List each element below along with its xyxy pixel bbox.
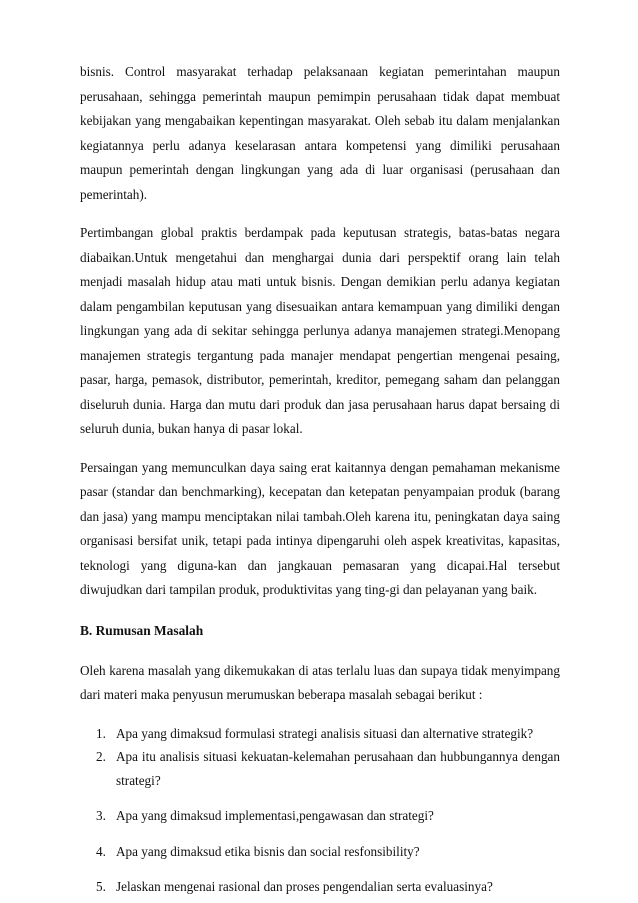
paragraph-spacer	[80, 708, 560, 722]
body-paragraph-2: Pertimbangan global praktis berdampak pada keputusan strategis, batas-batas negara diabaikan.Untuk mengetahui dan menghargai dunia dari perspektif orang lain telah menjadi masalah hidup atau mati untuk bisnis. Dengan demikian perlu adanya kegiatan dalam pengambilan keputusan yang disesuaikan antara kemampuan yang dimiliki dengan lingkungan yang ada di sekitar sehingga perlunya adanya manajemen strategi.Menopang manajemen strategis tergantung pada manajer mendapat pengertian mengenai pesaing, pasar, harga, pemasok, distributor, pemerintah, kreditor, pemegang saham dan pelanggan diseluruh dunia. Harga dan mutu dari produk dan jasa perusahaan harus dapat bersaing di seluruh dunia, bukan hanya di pasar lokal.	[80, 225, 560, 436]
list-number: 2.	[96, 749, 106, 764]
paragraph-spacer	[80, 442, 560, 456]
section-heading: B. Rumusan Masalah	[80, 622, 204, 638]
list-number: 1.	[96, 725, 106, 741]
body-paragraph-1: bisnis. Control masyarakat terhadap pelaksanaan kegiatan pemerintahan maupun perusahaan, sehingga pemerintah maupun pemimpin perusahaan tidak dapat membuat kebijakan yang mengabaikan kepentingan masyarakat. Oleh sebab itu dalam menjalankan kegiatannya perlu adanya keselarasan antara kompetensi yang dimiliki perusahaan maupun pemerintah dengan lingkungan yang ada di luar organisasi (perusahaan dan pemerintah).	[80, 64, 560, 202]
list-item	[80, 875, 560, 899]
list-item	[80, 840, 560, 864]
list-item-text: Jelaskan mengenai rasional dan proses pengendalian serta evaluasinya?	[116, 879, 493, 894]
list-item	[80, 722, 560, 746]
list-number: 3.	[96, 808, 106, 823]
list-item	[80, 745, 560, 792]
list-item-text: Apa itu analisis situasi kekuatan-kelemahan perusahaan dan hubbungannya dengan strategi?	[116, 749, 560, 788]
document-page	[80, 60, 560, 899]
section-intro: Oleh karena masalah yang dikemukakan di atas terlalu luas dan supaya tidak menyimpang dari materi maka penyusun merumuskan beberapa masalah sebagai berikut :	[80, 662, 560, 702]
list-item-text: Apa yang dimaksud implementasi,pengawasan dan strategi?	[116, 808, 434, 823]
problem-list	[80, 722, 560, 899]
paragraph-spacer	[80, 643, 560, 659]
body-paragraph-3: Persaingan yang memunculkan daya saing erat kaitannya dengan pemahaman mekanisme pasar (standar dan benchmarking), kecepatan dan ketepatan penyampaian produk (barang dan jasa) yang mampu menciptakan nilai tambah.Oleh karena itu, peningkatan daya saing organisasi bersifat unik, tetapi pada intinya dipengaruhi oleh aspek kreativitas, kapasitas, teknologi yang diguna-kan dan jangkauan pemasaran yang dicapai.Hal tersebut diwujudkan dari tampilan produk, produktivitas yang ting-gi dan pelayanan yang baik.	[80, 459, 560, 597]
list-number: 5.	[96, 879, 106, 894]
paragraph-spacer	[80, 603, 560, 619]
list-item	[80, 804, 560, 828]
list-item-text: Apa yang dimaksud formulasi strategi analisis situasi dan alternative strategik?	[116, 725, 534, 741]
paragraph-spacer	[80, 207, 560, 221]
list-item-text: Apa yang dimaksud etika bisnis dan social resfonsibility?	[116, 843, 420, 859]
list-number: 4.	[96, 843, 106, 859]
